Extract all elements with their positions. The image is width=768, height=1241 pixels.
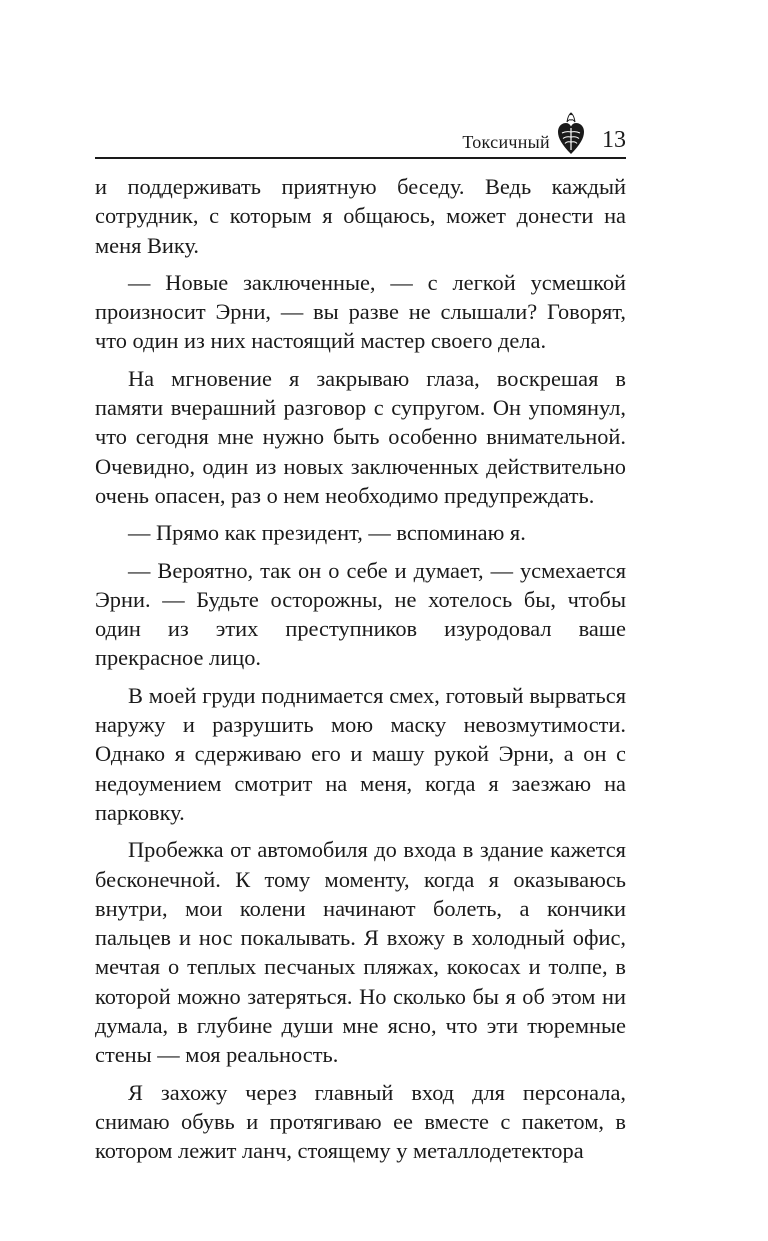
paragraph: — Вероятно, так он о себе и думает, — усмехается Эрни. — Будьте осторожны, не хотелось бы, чтобы один из этих преступников изуродовал ваше прекрасное лицо. (95, 557, 626, 671)
paragraph: Пробежка от автомобиля до входа в здание кажется бесконечной. К тому моменту, когда я оказываюсь внутри, мои колени начинают болеть, а кончики пальцев и нос покалывать. Я вхожу в холодный офис, мечтая о теплых песчаных пляжах, кокосах и толпе, в которой можно затеряться. Но сколько бы я об этом ни думала, в глубине души мне ясно, что эти тюремные стены — моя реальность. (95, 837, 626, 1068)
page-number: 13 (602, 127, 626, 153)
paragraph: В моей груди поднимается смех, готовый вырваться наружу и разрушить мою маску невозмутимости. Однако я сдерживаю его и машу рукой Эрни, а он с недоумением смотрит на меня, когда я заезжаю на парковку. (95, 682, 626, 825)
page-header (95, 100, 626, 160)
body-text (95, 172, 626, 1174)
paragraph: На мгновение я закрываю глаза, воскрешая в памяти вчерашний разговор с супругом. Он упомянул, что сегодня мне нужно быть особенно внимательной. Очевидно, один из новых заключенных действительно очень опасен, раз о нем необходимо предупреждать. (95, 365, 626, 508)
paragraph: — Прямо как президент, — вспоминаю я. (128, 520, 526, 546)
paragraph: — Новые заключенные, — с легкой усмешкой произносит Эрни, — вы разве не слышали? Говорят, что один из них настоящий мастер своего дела. (95, 269, 626, 354)
running-title: Токсичный (462, 132, 550, 152)
header-divider (95, 157, 626, 159)
paragraph: и поддерживать приятную беседу. Ведь каждый сотрудник, с которым я общаюсь, может донести на меня Вику. (95, 174, 626, 258)
heart-ornament-icon (556, 110, 586, 158)
paragraph: Я захожу через главный вход для персонала, снимаю обувь и протягиваю ее вместе с пакетом, в котором лежит ланч, стоящему у металлодетектора (95, 1079, 626, 1164)
